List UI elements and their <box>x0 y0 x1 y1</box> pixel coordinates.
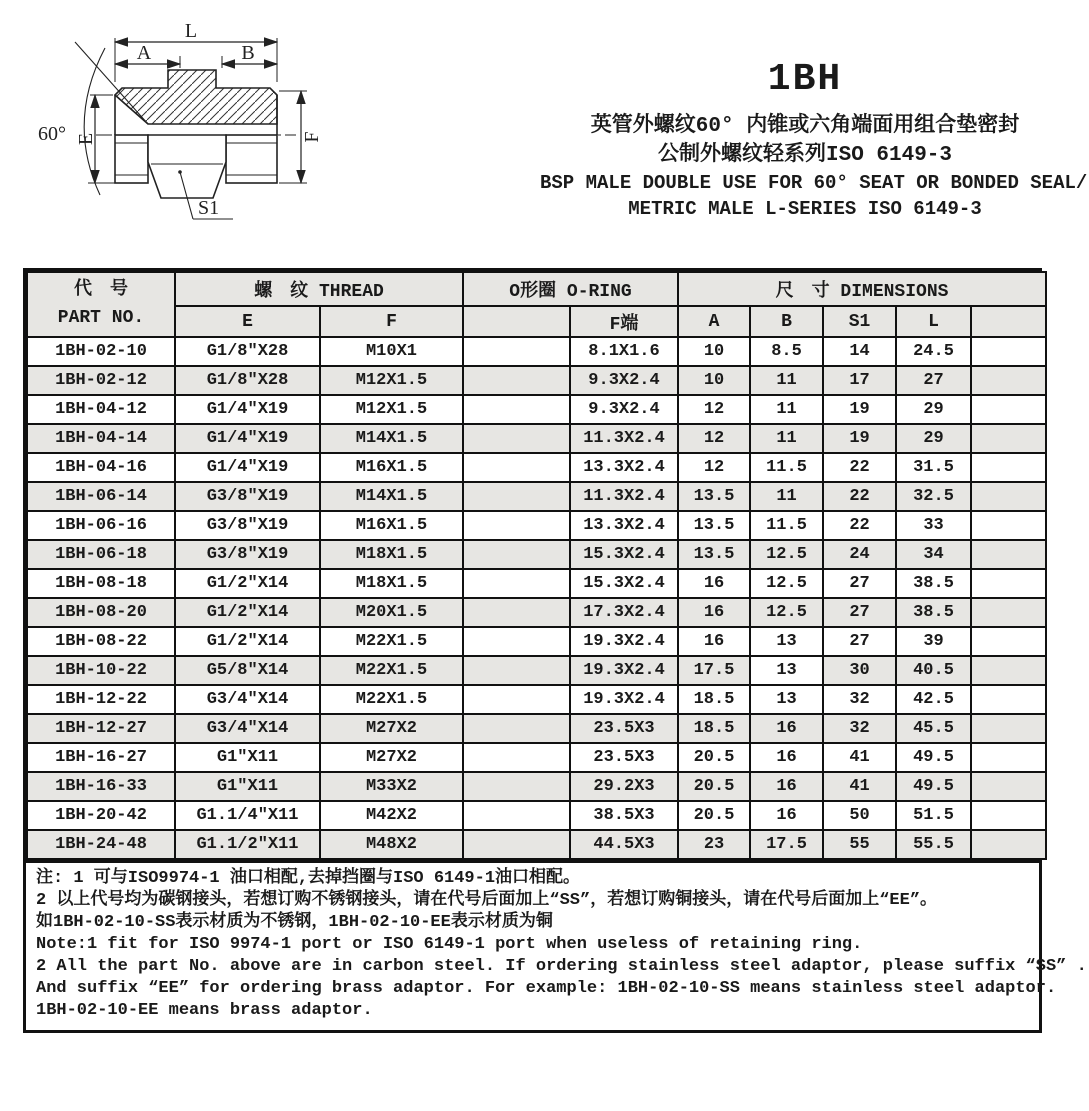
table-cell: 12.5 <box>750 569 823 598</box>
title-block <box>540 58 1088 222</box>
table-cell: M18X1.5 <box>320 569 463 598</box>
table-cell: 55 <box>823 830 896 859</box>
table-cell: M22X1.5 <box>320 685 463 714</box>
table-cell: G1/8″X28 <box>175 337 320 366</box>
table-cell: 12.5 <box>750 540 823 569</box>
table-cell: 8.5 <box>750 337 823 366</box>
table-cell <box>971 830 1046 859</box>
table-cell: M14X1.5 <box>320 482 463 511</box>
subheader-blank <box>463 306 570 337</box>
table-cell: 15.3X2.4 <box>570 540 678 569</box>
table-row <box>27 540 1046 569</box>
right-thread-body <box>226 135 277 183</box>
table-cell: 29.2X3 <box>570 772 678 801</box>
table-cell <box>463 714 570 743</box>
table-cell: 34 <box>896 540 971 569</box>
table-cell: 22 <box>823 511 896 540</box>
table-cell: 18.5 <box>678 714 750 743</box>
header-dimensions: 尺 寸 DIMENSIONS <box>678 272 1046 306</box>
subheader-F-end: F端 <box>570 306 678 337</box>
table-cell: G5/8″X14 <box>175 656 320 685</box>
table-cell: 42.5 <box>896 685 971 714</box>
table-cell: 11.5 <box>750 453 823 482</box>
table-cell <box>971 453 1046 482</box>
table-cell <box>463 598 570 627</box>
table-cell: M33X2 <box>320 772 463 801</box>
table-cell <box>971 743 1046 772</box>
part-no-cell: 1BH-08-20 <box>27 598 175 627</box>
table-cell: 23 <box>678 830 750 859</box>
table-cell: 12 <box>678 424 750 453</box>
table-cell <box>463 685 570 714</box>
table-row <box>27 714 1046 743</box>
table-cell: 13.3X2.4 <box>570 511 678 540</box>
table-cell: 38.5 <box>896 598 971 627</box>
part-no-cell: 1BH-24-48 <box>27 830 175 859</box>
header-part-no-en: PART NO. <box>57 307 145 328</box>
table-cell: M12X1.5 <box>320 366 463 395</box>
table-row <box>27 743 1046 772</box>
table-cell: G1/2″X14 <box>175 627 320 656</box>
table-cell: 27 <box>823 569 896 598</box>
table-cell: 13 <box>750 656 823 685</box>
table-row <box>27 337 1046 366</box>
table-cell: 17.5 <box>678 656 750 685</box>
note-line: Note:1 fit for ISO 9974-1 port or ISO 6149-1 port when useless of retaining ring. <box>36 935 863 954</box>
table-cell <box>971 424 1046 453</box>
table-cell: M16X1.5 <box>320 453 463 482</box>
subheader-S1: S1 <box>823 306 896 337</box>
part-no-cell: 1BH-16-33 <box>27 772 175 801</box>
table-cell: 20.5 <box>678 743 750 772</box>
table-cell: 13.5 <box>678 482 750 511</box>
table-cell: 29 <box>896 395 971 424</box>
table-cell: M27X2 <box>320 714 463 743</box>
table-cell: G1″X11 <box>175 772 320 801</box>
table-cell: 17.3X2.4 <box>570 598 678 627</box>
header-thread: 螺 纹 THREAD <box>175 272 463 306</box>
table-cell: 40.5 <box>896 656 971 685</box>
dim-label-F: F <box>301 131 323 143</box>
part-no-cell: 1BH-04-12 <box>27 395 175 424</box>
table-cell: 33 <box>896 511 971 540</box>
table-cell: M27X2 <box>320 743 463 772</box>
table-cell: 22 <box>823 453 896 482</box>
table-row <box>27 453 1046 482</box>
table-cell: M48X2 <box>320 830 463 859</box>
note-line: 注: 1 可与ISO9974-1 油口相配,去掉挡圈与ISO 6149-1油口相配。 <box>36 869 581 888</box>
subheader-F: F <box>320 306 463 337</box>
table-cell: 27 <box>823 598 896 627</box>
table-cell <box>971 685 1046 714</box>
table-cell: 11.5 <box>750 511 823 540</box>
table-cell: 9.3X2.4 <box>570 366 678 395</box>
table-row <box>27 424 1046 453</box>
table-cell <box>463 366 570 395</box>
table-cell: 8.1X1.6 <box>570 337 678 366</box>
subheader-A: A <box>678 306 750 337</box>
table-cell: 41 <box>823 772 896 801</box>
table-cell: G3/4″X14 <box>175 685 320 714</box>
table-cell: G1.1/4″X11 <box>175 801 320 830</box>
header-part-no <box>27 272 175 337</box>
table-cell <box>463 801 570 830</box>
table-cell: 22 <box>823 482 896 511</box>
table-cell: 13 <box>750 685 823 714</box>
part-no-cell: 1BH-02-10 <box>27 337 175 366</box>
dim-label-E: E <box>75 132 97 146</box>
table-row <box>27 395 1046 424</box>
table-cell: 20.5 <box>678 801 750 830</box>
left-thread-body <box>115 135 148 183</box>
table-cell: 27 <box>896 366 971 395</box>
table-cell: 45.5 <box>896 714 971 743</box>
table-cell: G1/2″X14 <box>175 598 320 627</box>
table-cell: 11 <box>750 482 823 511</box>
table-cell: 32.5 <box>896 482 971 511</box>
table-cell: 17.5 <box>750 830 823 859</box>
table-cell: M14X1.5 <box>320 424 463 453</box>
table-cell: 44.5X3 <box>570 830 678 859</box>
fitting-technical-drawing <box>30 12 530 257</box>
table-cell: 29 <box>896 424 971 453</box>
table-cell: 41 <box>823 743 896 772</box>
table-cell: 11 <box>750 366 823 395</box>
table-cell <box>463 337 570 366</box>
note-line: 1BH-02-10-EE means brass adaptor. <box>36 1001 373 1020</box>
table-cell: 23.5X3 <box>570 743 678 772</box>
table-cell: 39 <box>896 627 971 656</box>
table-cell: 16 <box>750 801 823 830</box>
table-cell: 16 <box>750 772 823 801</box>
table-cell: 11.3X2.4 <box>570 424 678 453</box>
table-row <box>27 569 1046 598</box>
part-no-cell: 1BH-04-16 <box>27 453 175 482</box>
table-cell <box>463 482 570 511</box>
table-cell: 10 <box>678 337 750 366</box>
table-cell: 32 <box>823 714 896 743</box>
table-cell: M20X1.5 <box>320 598 463 627</box>
part-no-cell: 1BH-12-22 <box>27 685 175 714</box>
table-cell: 13.5 <box>678 511 750 540</box>
table-cell <box>971 714 1046 743</box>
table-cell: 27 <box>823 627 896 656</box>
table-cell: 14 <box>823 337 896 366</box>
table-cell <box>971 772 1046 801</box>
part-no-cell: 1BH-06-14 <box>27 482 175 511</box>
header-part-no-cn: 代 号 <box>74 279 128 300</box>
subtitle-en-1: BSP MALE DOUBLE USE FOR 60° SEAT OR BONDED SEAL/ <box>540 172 1088 194</box>
table-cell: 20.5 <box>678 772 750 801</box>
note-line: And suffix “EE” for ordering brass adaptor. For example: 1BH-02-10-SS means stainless steel adaptor. <box>36 979 1057 998</box>
table-row <box>27 598 1046 627</box>
table-cell <box>463 540 570 569</box>
table-cell <box>971 801 1046 830</box>
table-cell: M22X1.5 <box>320 656 463 685</box>
table-cell: 13.5 <box>678 540 750 569</box>
table-cell: 50 <box>823 801 896 830</box>
table-cell: G3/8″X19 <box>175 540 320 569</box>
table-cell <box>971 569 1046 598</box>
dim-label-S1: S1 <box>198 197 220 219</box>
table-row <box>27 656 1046 685</box>
part-no-cell: 1BH-06-16 <box>27 511 175 540</box>
table-cell <box>971 366 1046 395</box>
part-no-cell: 1BH-16-27 <box>27 743 175 772</box>
table-cell: 11 <box>750 424 823 453</box>
table-cell: G3/8″X19 <box>175 511 320 540</box>
table-cell <box>971 511 1046 540</box>
table-cell <box>463 511 570 540</box>
table-cell <box>463 627 570 656</box>
table-cell: G1/4″X19 <box>175 424 320 453</box>
table-cell: G1/8″X28 <box>175 366 320 395</box>
part-no-cell: 1BH-06-18 <box>27 540 175 569</box>
table-cell: 51.5 <box>896 801 971 830</box>
spec-table-box <box>23 268 1087 1033</box>
table-cell: 19 <box>823 395 896 424</box>
table-cell: 16 <box>678 569 750 598</box>
table-cell <box>463 395 570 424</box>
table-cell: 18.5 <box>678 685 750 714</box>
table-cell: G1″X11 <box>175 743 320 772</box>
part-no-cell: 1BH-08-18 <box>27 569 175 598</box>
note-line: 2 All the part No. above are in carbon steel. If ordering stainless steel adaptor, please suffix “SS” . <box>36 957 1087 976</box>
table-cell: 16 <box>750 714 823 743</box>
table-cell: 19.3X2.4 <box>570 685 678 714</box>
table-cell: G1.1/2″X11 <box>175 830 320 859</box>
part-no-cell: 1BH-20-42 <box>27 801 175 830</box>
spec-table <box>26 271 1047 860</box>
table-cell <box>971 627 1046 656</box>
table-cell: 19 <box>823 424 896 453</box>
table-cell: 17 <box>823 366 896 395</box>
subheader-blank <box>971 306 1046 337</box>
table-cell: 19.3X2.4 <box>570 627 678 656</box>
table-cell <box>971 656 1046 685</box>
header-oring: O形圈 O-RING <box>463 272 678 306</box>
table-cell <box>463 743 570 772</box>
subtitle-cn-2: 公制外螺纹轻系列ISO 6149-3 <box>657 144 953 167</box>
note-line: 如1BH-02-10-SS表示材质为不锈钢，1BH-02-10-EE表示材质为铜 <box>36 913 553 932</box>
table-cell: 9.3X2.4 <box>570 395 678 424</box>
table-cell: 12 <box>678 395 750 424</box>
table-row <box>27 482 1046 511</box>
part-no-cell: 1BH-08-22 <box>27 627 175 656</box>
subheader-E: E <box>175 306 320 337</box>
table-cell: 11 <box>750 395 823 424</box>
dim-label-A: A <box>136 42 152 64</box>
table-cell: 38.5X3 <box>570 801 678 830</box>
table-cell: M42X2 <box>320 801 463 830</box>
table-cell: 13.3X2.4 <box>570 453 678 482</box>
subtitle-en-2: METRIC MALE L-SERIES ISO 6149-3 <box>628 198 982 220</box>
table-cell: 49.5 <box>896 772 971 801</box>
table-cell <box>971 395 1046 424</box>
hex-body <box>148 135 226 198</box>
table-cell: 16 <box>750 743 823 772</box>
dim-label-L: L <box>184 20 198 42</box>
table-cell: 24.5 <box>896 337 971 366</box>
table-row <box>27 830 1046 859</box>
part-no-cell: 1BH-10-22 <box>27 656 175 685</box>
table-cell: 32 <box>823 685 896 714</box>
note-line: 2 以上代号均为碳钢接头，若想订购不锈钢接头，请在代号后面加上“SS”，若想订购铜接头，请在代号后面加上“EE”。 <box>36 891 938 910</box>
table-cell: 24 <box>823 540 896 569</box>
table-cell <box>971 337 1046 366</box>
table-cell: 12 <box>678 453 750 482</box>
part-no-cell: 1BH-12-27 <box>27 714 175 743</box>
subheader-B: B <box>750 306 823 337</box>
angle-label: 60° <box>38 123 66 145</box>
table-cell: 55.5 <box>896 830 971 859</box>
table-cell: 23.5X3 <box>570 714 678 743</box>
table-cell: G3/8″X19 <box>175 482 320 511</box>
table-cell <box>971 540 1046 569</box>
table-cell: 49.5 <box>896 743 971 772</box>
table-cell <box>463 424 570 453</box>
table-row <box>27 772 1046 801</box>
table-cell: 15.3X2.4 <box>570 569 678 598</box>
table-cell: 12.5 <box>750 598 823 627</box>
table-cell <box>463 656 570 685</box>
table-cell: 16 <box>678 598 750 627</box>
table-cell: M10X1 <box>320 337 463 366</box>
subtitle-cn-1: 英管外螺纹60° 内锥或六角端面用组合垫密封 <box>590 115 1020 138</box>
table-row <box>27 685 1046 714</box>
table-cell: G1/4″X19 <box>175 453 320 482</box>
table-cell: 13 <box>750 627 823 656</box>
table-cell: M18X1.5 <box>320 540 463 569</box>
part-no-cell: 1BH-04-14 <box>27 424 175 453</box>
table-cell <box>463 772 570 801</box>
table-row <box>27 366 1046 395</box>
table-cell: 16 <box>678 627 750 656</box>
table-cell <box>971 598 1046 627</box>
table-row <box>27 627 1046 656</box>
table-cell: 19.3X2.4 <box>570 656 678 685</box>
table-cell: 10 <box>678 366 750 395</box>
table-cell: G3/4″X14 <box>175 714 320 743</box>
subheader-L: L <box>896 306 971 337</box>
table-cell: G1/4″X19 <box>175 395 320 424</box>
table-cell: G1/2″X14 <box>175 569 320 598</box>
dim-label-B: B <box>241 42 255 64</box>
table-cell: M22X1.5 <box>320 627 463 656</box>
part-series-title: 1BH <box>767 58 843 101</box>
table-cell <box>971 482 1046 511</box>
table-cell <box>463 453 570 482</box>
table-row <box>27 801 1046 830</box>
table-row <box>27 511 1046 540</box>
table-cell: 30 <box>823 656 896 685</box>
table-cell: M16X1.5 <box>320 511 463 540</box>
notes-block <box>26 860 1087 1030</box>
table-cell <box>463 569 570 598</box>
table-cell: 31.5 <box>896 453 971 482</box>
table-cell: 11.3X2.4 <box>570 482 678 511</box>
part-no-cell: 1BH-02-12 <box>27 366 175 395</box>
table-cell <box>463 830 570 859</box>
table-cell: 38.5 <box>896 569 971 598</box>
table-cell: M12X1.5 <box>320 395 463 424</box>
